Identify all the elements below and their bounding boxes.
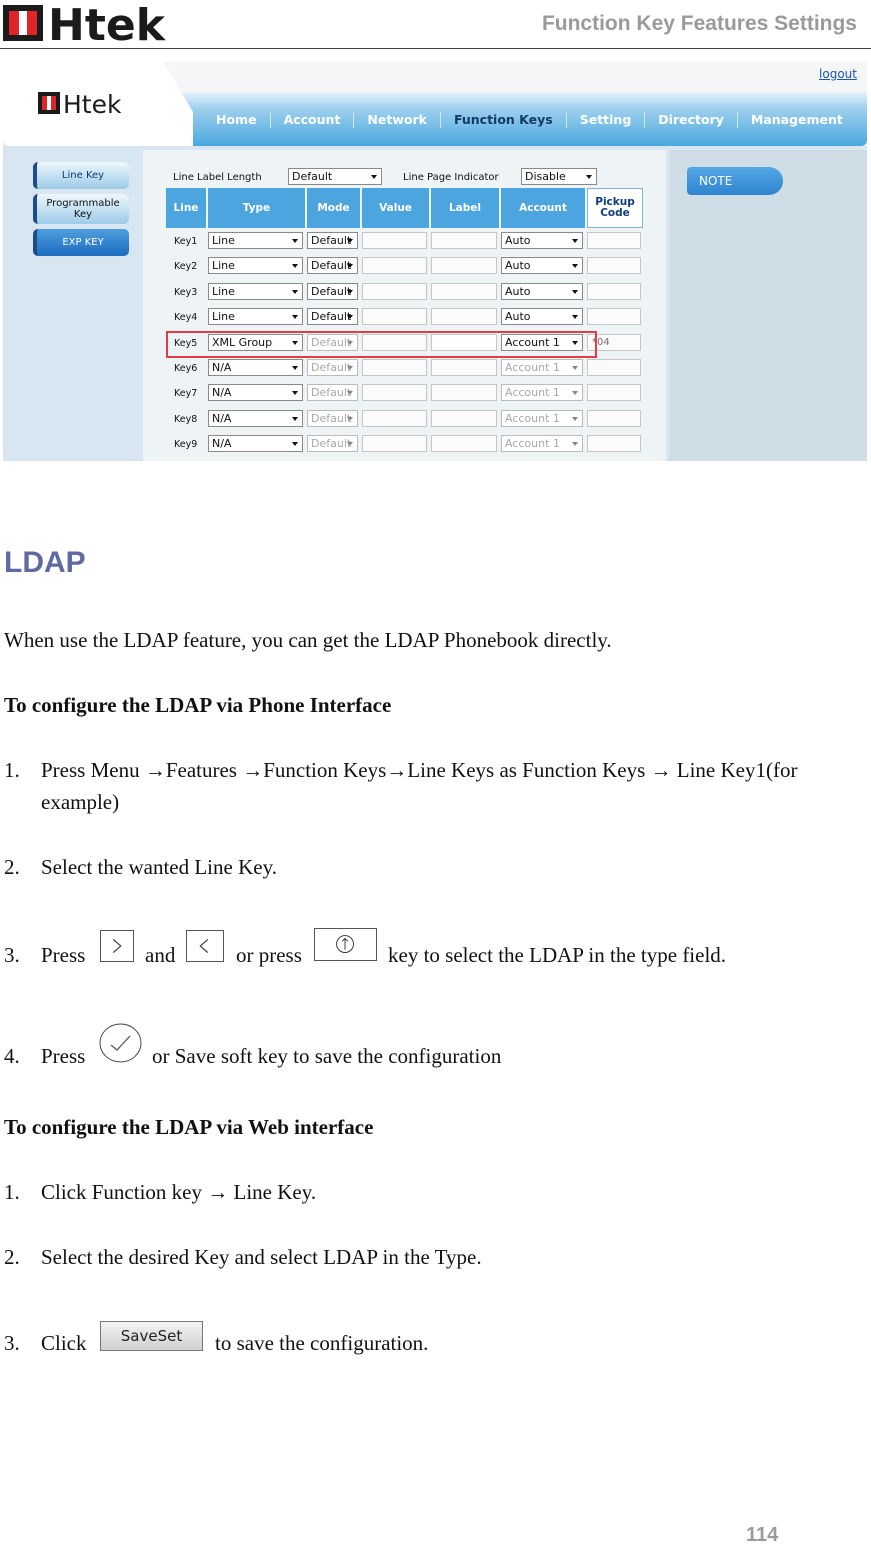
- mode-select[interactable]: Default: [307, 435, 358, 452]
- step-number: 2.: [4, 1245, 20, 1269]
- web-logo-text: Htek: [63, 90, 122, 116]
- nav-setting[interactable]: Setting: [567, 112, 646, 128]
- mode-select[interactable]: Default: [307, 334, 358, 351]
- logo-text: Htek: [48, 2, 165, 44]
- nav-management[interactable]: Management: [750, 112, 843, 127]
- value-input[interactable]: [362, 384, 427, 401]
- highlight-box: [166, 331, 597, 358]
- pickup-code-input[interactable]: [587, 359, 641, 376]
- step-text: key to select the LDAP in the type field.: [388, 943, 727, 967]
- type-select[interactable]: N/A: [208, 410, 303, 427]
- pickup-code-input[interactable]: [587, 232, 641, 249]
- type-select[interactable]: Line: [208, 232, 303, 249]
- line-page-indicator-label: Line Page Indicator: [403, 172, 499, 183]
- mode-select[interactable]: Default: [307, 232, 358, 249]
- mode-select[interactable]: Default: [307, 308, 358, 325]
- logout-link[interactable]: logout: [819, 67, 857, 81]
- ok-key-icon: [99, 1023, 142, 1063]
- col-value: Value: [362, 188, 429, 228]
- step-text: Select the wanted Line Key.: [41, 855, 277, 879]
- htek-logo: [2, 2, 192, 44]
- label-input[interactable]: [431, 283, 497, 300]
- nav-key-icon: [314, 928, 377, 961]
- step-number: 4.: [4, 1044, 20, 1068]
- label-input[interactable]: [431, 410, 497, 427]
- label-input[interactable]: [431, 232, 497, 249]
- type-select[interactable]: Line: [208, 308, 303, 325]
- main-nav: [203, 112, 856, 128]
- step-text-cont: example): [41, 790, 120, 814]
- mode-select[interactable]: Default: [307, 283, 358, 300]
- label-input[interactable]: [431, 308, 497, 325]
- ldap-heading: LDAP: [4, 546, 86, 579]
- sidebar-line-key[interactable]: Line Key: [33, 162, 129, 189]
- account-select[interactable]: Auto: [501, 257, 583, 274]
- web-header: [3, 62, 867, 146]
- key-label: Key3: [174, 286, 198, 298]
- pickup-code-input[interactable]: [587, 410, 641, 427]
- value-input[interactable]: [362, 232, 427, 249]
- pickup-code-input[interactable]: [587, 283, 641, 300]
- step-text: Press Menu →Features →Function Keys→Line Keys as Function Keys → Line Key1(for: [41, 758, 798, 782]
- step-number: 2.: [4, 855, 20, 879]
- type-select[interactable]: N/A: [208, 359, 303, 376]
- nav-directory[interactable]: Directory: [645, 112, 738, 128]
- value-input[interactable]: [362, 283, 427, 300]
- note-panel: [669, 150, 867, 461]
- mode-select[interactable]: Default: [307, 410, 358, 427]
- value-input[interactable]: [362, 257, 427, 274]
- key-label: Key6: [174, 363, 198, 374]
- phone-config-heading: To configure the LDAP via Phone Interface: [4, 693, 392, 717]
- step-number: 1.: [4, 758, 20, 782]
- value-input[interactable]: [362, 308, 427, 325]
- saveset-button: SaveSet: [100, 1321, 203, 1351]
- type-select[interactable]: XML Group: [208, 334, 303, 351]
- value-input[interactable]: [362, 410, 427, 427]
- key-label: Key5: [174, 337, 198, 349]
- header-divider: [0, 48, 871, 49]
- account-select[interactable]: Account 1: [501, 334, 583, 351]
- key-label: Key9: [174, 439, 198, 451]
- type-select[interactable]: Line: [208, 257, 303, 274]
- account-select[interactable]: Account 1: [501, 359, 583, 376]
- pickup-code-input[interactable]: [587, 308, 641, 325]
- key-label: Key8: [174, 413, 198, 425]
- step-number: 3.: [4, 943, 20, 967]
- account-select[interactable]: Account 1: [501, 435, 583, 452]
- value-input[interactable]: [362, 359, 427, 376]
- col-line: Line: [166, 188, 206, 228]
- web-config-heading: To configure the LDAP via Web interface: [4, 1115, 374, 1139]
- mode-select[interactable]: Default: [307, 257, 358, 274]
- step-text: Select the desired Key and select LDAP in the Type.: [41, 1245, 482, 1269]
- section-title: Function Key Features Settings: [541, 12, 857, 35]
- page-number: 114: [746, 1524, 779, 1544]
- line-page-indicator-select[interactable]: Disable: [521, 168, 597, 185]
- col-type: Type: [208, 188, 305, 228]
- step-number: 1.: [4, 1180, 20, 1204]
- sidebar-exp-key[interactable]: EXP KEY: [33, 229, 129, 256]
- label-input[interactable]: [431, 257, 497, 274]
- type-select[interactable]: Line: [208, 283, 303, 300]
- web-sidebar: [33, 162, 133, 261]
- type-select[interactable]: N/A: [208, 435, 303, 452]
- step-text: or press: [236, 943, 302, 967]
- step-text: Press: [41, 1044, 86, 1068]
- type-select[interactable]: N/A: [208, 384, 303, 401]
- label-input[interactable]: [431, 359, 497, 376]
- pickup-code-input[interactable]: *04: [587, 334, 641, 351]
- step-text: Click Function key → Line Key.: [41, 1180, 317, 1204]
- line-label-length-select[interactable]: Default: [288, 168, 382, 185]
- sidebar-programmable-key[interactable]: Programmable Key: [33, 194, 129, 224]
- pickup-code-input[interactable]: [587, 435, 641, 452]
- account-select[interactable]: Account 1: [501, 384, 583, 401]
- key-label: Key4: [174, 312, 198, 324]
- web-logo: [38, 90, 146, 116]
- left-arrow-key-icon: [186, 930, 224, 962]
- step-text: Click: [41, 1331, 87, 1355]
- nav-network[interactable]: Network: [354, 112, 441, 128]
- key-label: Key7: [174, 388, 198, 400]
- step-text: Press: [41, 943, 86, 967]
- step-text: and: [145, 943, 176, 967]
- key-label: Key2: [174, 261, 198, 273]
- key-label: Key1: [174, 236, 198, 247]
- mode-select[interactable]: Default: [307, 359, 358, 376]
- web-ui-screenshot: [3, 62, 867, 461]
- account-select[interactable]: Account 1: [501, 410, 583, 427]
- account-select[interactable]: Auto: [501, 232, 583, 249]
- nav-home[interactable]: Home: [203, 112, 271, 128]
- pickup-code-input[interactable]: [587, 257, 641, 274]
- label-input[interactable]: [431, 435, 497, 452]
- step-text: or Save soft key to save the configuration: [152, 1044, 502, 1068]
- pickup-code-input[interactable]: [587, 384, 641, 401]
- value-input[interactable]: [362, 435, 427, 452]
- mode-select[interactable]: Default: [307, 384, 358, 401]
- col-account: Account: [501, 188, 585, 228]
- note-tab[interactable]: NOTE: [687, 167, 783, 195]
- col-mode: Mode: [307, 188, 360, 228]
- step-text: to save the configuration.: [215, 1331, 429, 1355]
- nav-account[interactable]: Account: [271, 112, 355, 128]
- nav-function-keys[interactable]: Function Keys: [441, 112, 567, 128]
- account-select[interactable]: Auto: [501, 308, 583, 325]
- line-label-length-label: Line Label Length: [173, 172, 262, 183]
- function-keys-panel: [143, 150, 666, 461]
- label-input[interactable]: [431, 384, 497, 401]
- right-arrow-key-icon: [100, 930, 134, 962]
- col-label: Label: [431, 188, 499, 228]
- account-select[interactable]: Auto: [501, 283, 583, 300]
- col-pickup-code: Pickup Code: [587, 188, 643, 228]
- key-table-header: [166, 188, 645, 228]
- ldap-intro: When use the LDAP feature, you can get the LDAP Phonebook directly.: [4, 628, 612, 652]
- step-number: 3.: [4, 1331, 20, 1355]
